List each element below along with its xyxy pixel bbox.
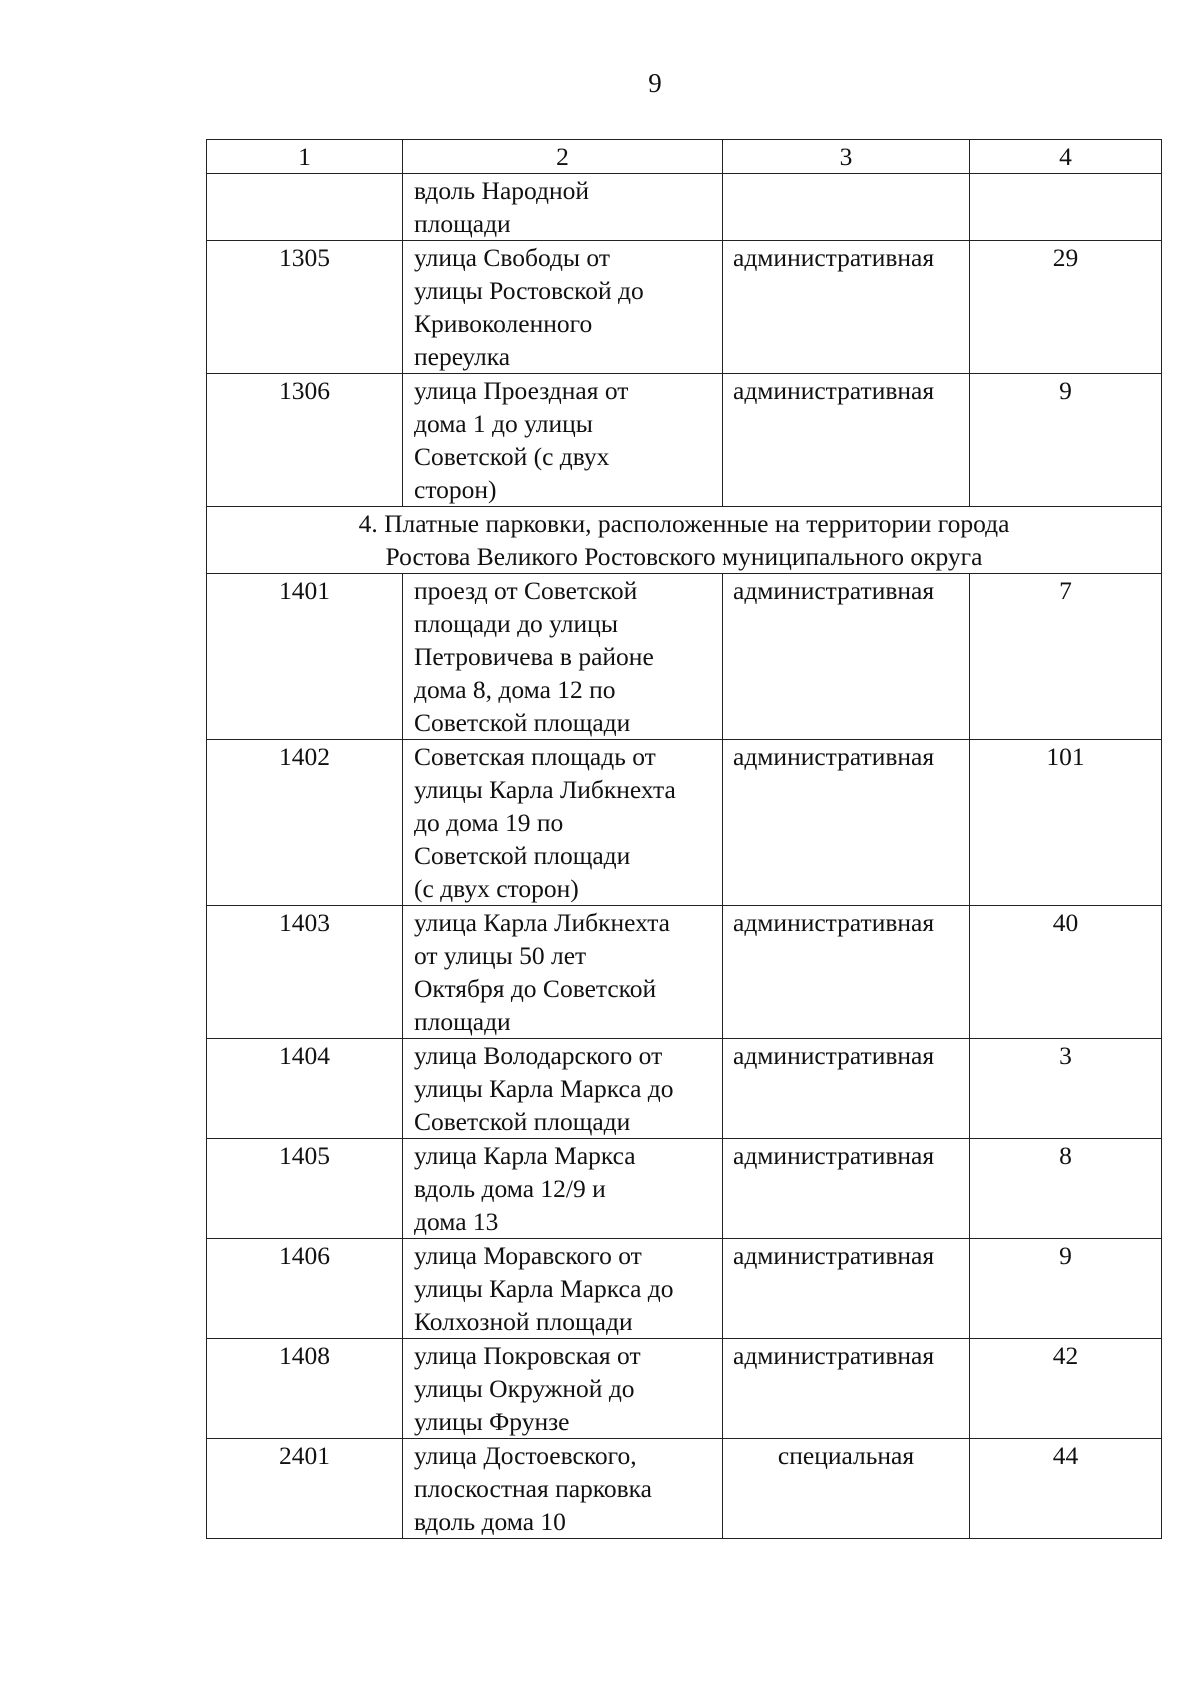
- section-heading-line: Ростова Великого Ростовского муниципального округа: [385, 542, 983, 571]
- table-body: [207, 140, 1162, 1539]
- address-line: вдоль дома 10: [414, 1507, 566, 1536]
- row-number-cell: 1408: [207, 1339, 403, 1439]
- zone-type-cell: административная: [723, 906, 970, 1039]
- spaces-count-cell: 9: [970, 1239, 1162, 1339]
- address-line: Советской площади: [414, 841, 631, 870]
- spaces-count-cell: 9: [970, 374, 1162, 507]
- row-number-cell: 1306: [207, 374, 403, 507]
- table-row: [207, 174, 1162, 241]
- column-header-3: 3: [723, 140, 970, 174]
- row-number-cell: 1404: [207, 1039, 403, 1139]
- address-line: улицы Окружной до: [414, 1374, 635, 1403]
- zone-type-cell: административная: [723, 574, 970, 740]
- address-cell: [403, 1039, 723, 1139]
- address-cell: [403, 374, 723, 507]
- address-cell: [403, 241, 723, 374]
- address-line: площади: [414, 1007, 511, 1036]
- row-number-cell: 1403: [207, 906, 403, 1039]
- address-cell: [403, 906, 723, 1039]
- spaces-count-cell: 44: [970, 1439, 1162, 1539]
- row-number-cell: 1405: [207, 1139, 403, 1239]
- table-row: [207, 374, 1162, 507]
- address-line: Советской площади: [414, 1107, 631, 1136]
- address-line: до дома 19 по: [414, 808, 564, 837]
- table-row: [207, 1439, 1162, 1539]
- column-header-2: 2: [403, 140, 723, 174]
- address-line: переулка: [414, 342, 511, 371]
- address-line: Петровичева в районе: [414, 642, 654, 671]
- address-line: проезд от Советской: [414, 576, 638, 605]
- address-line: улицы Карла Маркса до: [414, 1074, 674, 1103]
- table-row: [207, 906, 1162, 1039]
- spaces-count-cell: 8: [970, 1139, 1162, 1239]
- zone-type-cell: административная: [723, 1339, 970, 1439]
- address-line: плоскостная парковка: [414, 1474, 653, 1503]
- section-heading-line: 4. Платные парковки, расположенные на территории города: [358, 509, 1010, 538]
- address-line: улица Достоевского,: [414, 1441, 637, 1470]
- address-line: улица Володарского от: [414, 1041, 663, 1070]
- address-line: дома 8, дома 12 по: [414, 675, 616, 704]
- address-line: Советская площадь от: [414, 742, 656, 771]
- address-line: площади до улицы: [414, 609, 618, 638]
- row-number-cell: 1305: [207, 241, 403, 374]
- spaces-count-cell: 29: [970, 241, 1162, 374]
- address-cell: [403, 574, 723, 740]
- spaces-count-cell: 101: [970, 740, 1162, 906]
- address-cell: [403, 740, 723, 906]
- address-line: улица Моравского от: [414, 1241, 642, 1270]
- section-heading: [207, 507, 1162, 574]
- table-row: [207, 1339, 1162, 1439]
- address-line: (с двух сторон): [414, 874, 579, 903]
- zone-type-cell: административная: [723, 1239, 970, 1339]
- row-number-cell: 1406: [207, 1239, 403, 1339]
- table-row: [207, 574, 1162, 740]
- zone-type-cell: административная: [723, 740, 970, 906]
- address-line: улица Свободы от: [414, 243, 610, 272]
- row-number-cell: 1402: [207, 740, 403, 906]
- zone-type-cell: административная: [723, 1139, 970, 1239]
- address-cell: [403, 1339, 723, 1439]
- zone-type-cell: административная: [723, 241, 970, 374]
- zone-type-cell: административная: [723, 1039, 970, 1139]
- row-number-cell: [207, 174, 403, 241]
- table-row: [207, 1039, 1162, 1139]
- address-line: Кривоколенного: [414, 309, 593, 338]
- address-line: улицы Карла Либкнехта: [414, 775, 676, 804]
- address-line: улица Покровская от: [414, 1341, 641, 1370]
- zone-type-cell: специальная: [723, 1439, 970, 1539]
- address-line: Советской (с двух: [414, 442, 610, 471]
- address-line: улицы Ростовской до: [414, 276, 644, 305]
- address-line: вдоль дома 12/9 и: [414, 1174, 606, 1203]
- address-line: площади: [414, 209, 511, 238]
- address-line: дома 13: [414, 1207, 499, 1236]
- address-line: от улицы 50 лет: [414, 941, 587, 970]
- spaces-count-cell: 40: [970, 906, 1162, 1039]
- address-line: дома 1 до улицы: [414, 409, 593, 438]
- table-header-row: [207, 140, 1162, 174]
- table-row: [207, 1239, 1162, 1339]
- page-number: 9: [648, 68, 662, 98]
- address-line: Колхозной площади: [414, 1307, 633, 1336]
- address-line: улица Карла Либкнехта: [414, 908, 670, 937]
- zone-type-cell: административная: [723, 374, 970, 507]
- address-line: улица Карла Маркса: [414, 1141, 636, 1170]
- spaces-count-cell: [970, 174, 1162, 241]
- address-line: улицы Фрунзе: [414, 1407, 570, 1436]
- table-row: [207, 241, 1162, 374]
- row-number-cell: 1401: [207, 574, 403, 740]
- address-line: Октября до Советской: [414, 974, 657, 1003]
- address-cell: [403, 174, 723, 241]
- address-cell: [403, 1439, 723, 1539]
- table-row: [207, 740, 1162, 906]
- column-header-1: 1: [207, 140, 403, 174]
- row-number-cell: 2401: [207, 1439, 403, 1539]
- address-cell: [403, 1139, 723, 1239]
- table-row: [207, 1139, 1162, 1239]
- spaces-count-cell: 42: [970, 1339, 1162, 1439]
- address-line: сторон): [414, 475, 497, 504]
- column-header-4: 4: [970, 140, 1162, 174]
- section-heading-row: [207, 507, 1162, 574]
- address-line: улица Проездная от: [414, 376, 629, 405]
- address-cell: [403, 1239, 723, 1339]
- parking-table: [206, 139, 1162, 1539]
- address-line: улицы Карла Маркса до: [414, 1274, 674, 1303]
- zone-type-cell: [723, 174, 970, 241]
- address-line: Советской площади: [414, 708, 631, 737]
- spaces-count-cell: 3: [970, 1039, 1162, 1139]
- address-line: вдоль Народной: [414, 176, 590, 205]
- spaces-count-cell: 7: [970, 574, 1162, 740]
